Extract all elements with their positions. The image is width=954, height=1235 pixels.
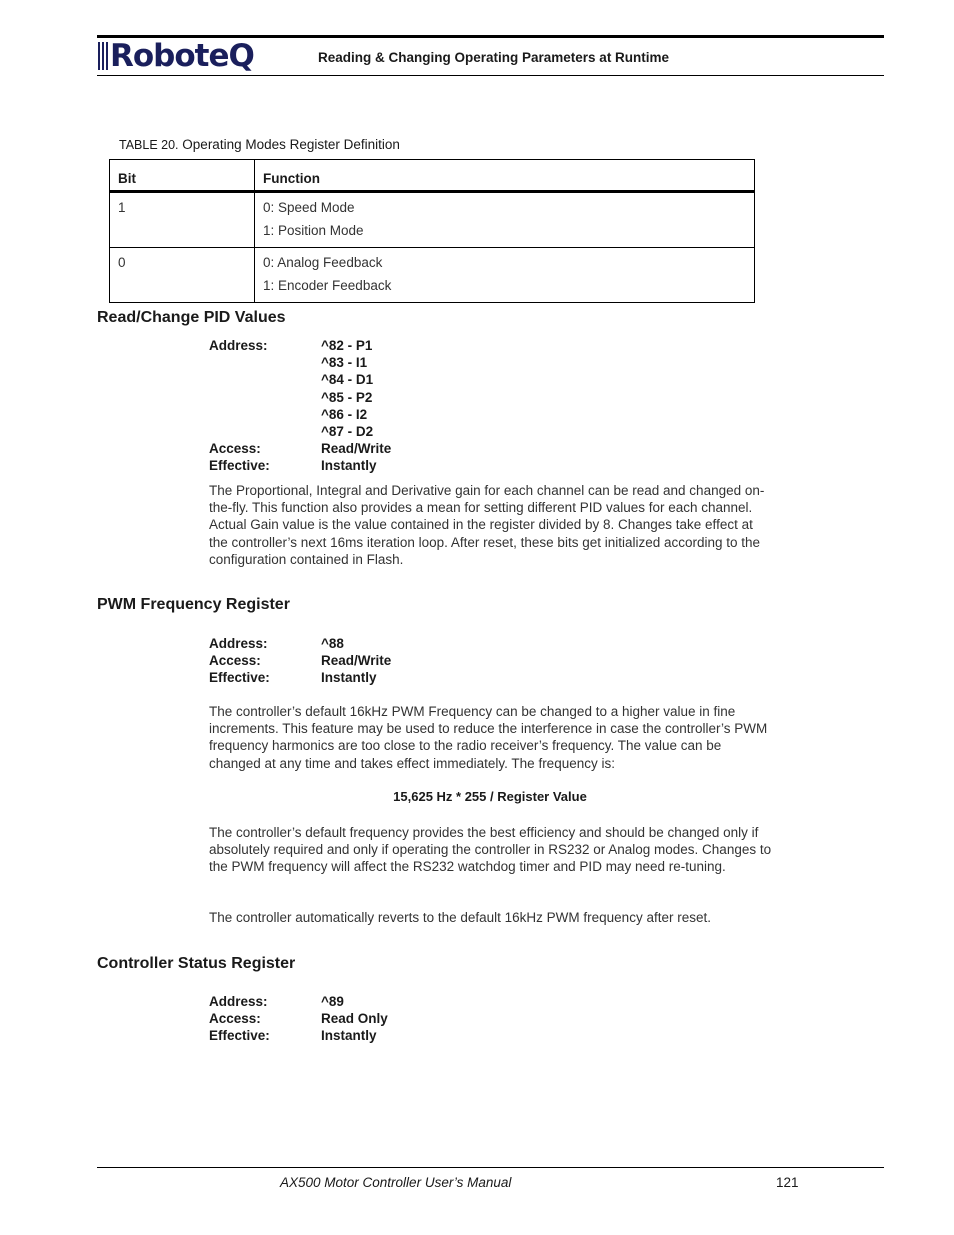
effective-label: Effective: xyxy=(209,670,270,686)
address-value: ^88 xyxy=(321,636,344,651)
status-params xyxy=(209,993,388,1045)
address-label: Address: xyxy=(209,994,268,1009)
pwm-paragraph-2: The controller’s default frequency provides the best efficiency and should be changed only if absolutely required and only if operating the controller in RS232 or Analog modes. Changes to the PWM frequency will affect the RS232 watchdog timer and PID may need re-tuning. xyxy=(209,825,772,875)
access-label: Access: xyxy=(209,1011,261,1027)
table-header-row xyxy=(110,160,755,192)
table-caption-prefix: TABLE 20. xyxy=(119,138,179,152)
effective-value: Instantly xyxy=(321,670,377,686)
roboteq-logo xyxy=(98,40,254,72)
pwm-heading: PWM Frequency Register xyxy=(97,596,290,613)
running-title: Reading & Changing Operating Parameters at Runtime xyxy=(318,50,670,65)
pid-params xyxy=(209,337,391,475)
access-value: Read/Write xyxy=(321,441,392,457)
access-label: Access: xyxy=(209,441,261,457)
address-value: ^85 - P2 xyxy=(321,389,373,405)
address-value: ^86 - I2 xyxy=(321,406,368,422)
status-heading: Controller Status Register xyxy=(97,955,296,972)
logo-text: RoboteQ xyxy=(110,38,254,74)
effective-label: Effective: xyxy=(209,458,270,474)
footer-rule xyxy=(97,1167,884,1168)
access-value: Read/Write xyxy=(321,653,392,669)
pwm-formula: 15,625 Hz * 255 / Register Value xyxy=(393,789,587,804)
pwm-params xyxy=(209,635,391,687)
address-value: ^82 - P1 xyxy=(321,338,373,353)
effective-label: Effective: xyxy=(209,1028,270,1044)
pwm-paragraph-1: The controller’s default 16kHz PWM Frequency can be changed to a higher value in fine increments. This feature may be used to reduce the interference in case the controller’s PWM frequency harmonics are too close to the radio receiver’s frequency. The value can be changed at any time and takes effect immediately. The frequency is: xyxy=(209,704,768,771)
pwm-paragraph-3: The controller automatically reverts to the default 16kHz PWM frequency after reset. xyxy=(209,910,711,925)
table-row xyxy=(110,248,755,303)
address-value: ^87 - D2 xyxy=(321,423,374,439)
pid-heading: Read/Change PID Values xyxy=(97,309,286,326)
logo-bars-icon xyxy=(98,42,108,70)
table-caption xyxy=(119,137,400,152)
table-cell-bit: 1 xyxy=(110,192,255,248)
table-caption-title: Operating Modes Register Definition xyxy=(182,137,400,152)
table-row xyxy=(110,192,755,248)
table-cell-bit: 0 xyxy=(110,248,255,303)
operating-modes-table xyxy=(109,159,755,303)
address-value: ^89 xyxy=(321,994,344,1009)
address-label: Address: xyxy=(209,636,268,651)
header-bottom-rule xyxy=(97,75,884,76)
address-value: ^84 - D1 xyxy=(321,372,374,388)
effective-value: Instantly xyxy=(321,1028,377,1044)
access-label: Access: xyxy=(209,653,261,669)
table-cell-function: 0: Analog Feedback 1: Encoder Feedback xyxy=(255,248,755,303)
column-header-bit: Bit xyxy=(110,160,255,192)
table-cell-function: 0: Speed Mode 1: Position Mode xyxy=(255,192,755,248)
address-value: ^83 - I1 xyxy=(321,355,368,371)
page-number: 121 xyxy=(776,1175,799,1190)
access-value: Read Only xyxy=(321,1011,388,1027)
column-header-function: Function xyxy=(255,160,755,192)
pid-paragraph: The Proportional, Integral and Derivative gain for each channel can be read and changed on-the-fly. This function also provides a mean for setting different PID values for each channel. Actual Gain value is the value contained in the register divided by 8. Changes take effect at the controller’s next 16ms iteration loop. After reset, these bits get initialized according to the configuration contained in Flash. xyxy=(209,483,765,567)
effective-value: Instantly xyxy=(321,458,377,474)
address-label: Address: xyxy=(209,338,268,353)
footer-manual-title: AX500 Motor Controller User’s Manual xyxy=(280,1175,512,1190)
